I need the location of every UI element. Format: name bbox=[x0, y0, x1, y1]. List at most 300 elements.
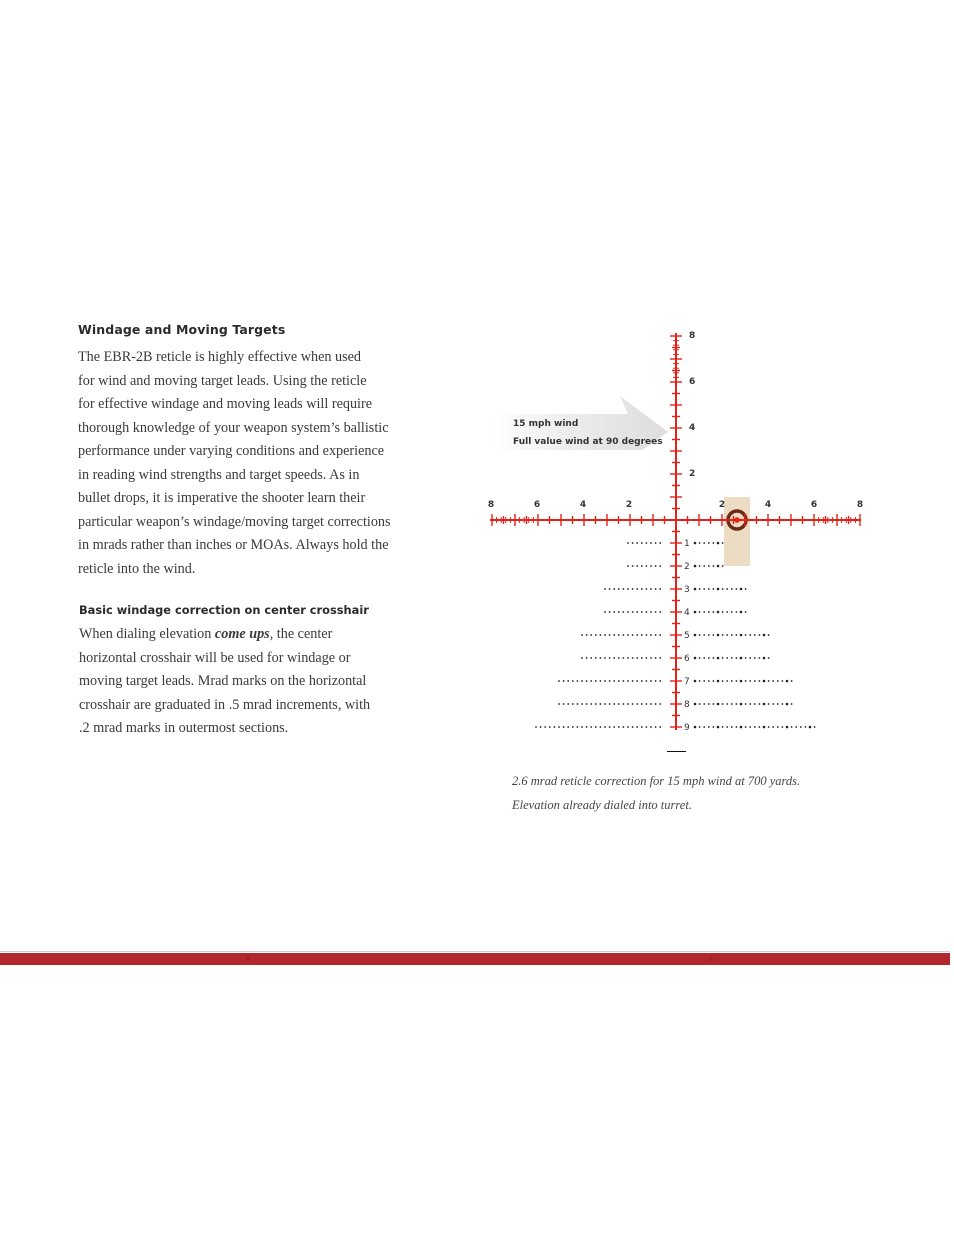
holdover-dot bbox=[572, 680, 574, 682]
holdover-dot bbox=[703, 588, 705, 590]
holdover-dot bbox=[641, 611, 643, 613]
holdover-dot bbox=[736, 657, 738, 659]
wind-title: 15 mph wind bbox=[513, 419, 579, 429]
text-column bbox=[78, 322, 418, 741]
holdover-dot bbox=[549, 726, 551, 728]
holdover-dot bbox=[636, 634, 638, 636]
holdover-dot bbox=[650, 634, 652, 636]
holdover-dot bbox=[713, 611, 715, 613]
holdover-dot bbox=[613, 634, 615, 636]
intro-paragraph bbox=[78, 346, 418, 581]
holdover-dot bbox=[627, 542, 629, 544]
holdover-dot bbox=[713, 726, 715, 728]
holdover-dot bbox=[586, 680, 588, 682]
holdover-dot bbox=[814, 726, 816, 728]
holdover-dot bbox=[600, 703, 602, 705]
holdover-dot bbox=[590, 634, 592, 636]
holdover-dot bbox=[618, 726, 620, 728]
holdover-dot bbox=[646, 657, 648, 659]
holdover-dot bbox=[636, 680, 638, 682]
holdover-dot bbox=[699, 657, 701, 659]
holdover-dot bbox=[699, 634, 701, 636]
holdover-dot bbox=[567, 726, 569, 728]
subsection-heading: Basic windage correction on center crosshair bbox=[79, 603, 369, 617]
holdover-dot bbox=[572, 726, 574, 728]
text-line: reticle into the wind. bbox=[78, 560, 196, 577]
holdover-dot bbox=[650, 657, 652, 659]
text-line: performance under varying conditions and experience bbox=[78, 443, 385, 459]
holdover-dot bbox=[558, 703, 560, 705]
holdover-dot bbox=[768, 680, 770, 682]
holdover-dot bbox=[586, 703, 588, 705]
holdover-dot bbox=[544, 726, 546, 728]
holdover-dot bbox=[581, 634, 583, 636]
holdover-dot bbox=[659, 565, 661, 567]
holdover-dot bbox=[581, 657, 583, 659]
text-line: .2 mrad marks in outermost sections. bbox=[79, 720, 289, 736]
holdover-dot bbox=[613, 611, 615, 613]
tree-label-7: 7 bbox=[684, 677, 690, 687]
holdover-dot bbox=[659, 726, 661, 728]
holdover-dot bbox=[717, 542, 720, 545]
holdover-dot bbox=[703, 703, 705, 705]
holdover-dot bbox=[604, 680, 606, 682]
holdover-dot bbox=[731, 657, 733, 659]
holdover-dot bbox=[636, 542, 638, 544]
holdover-dot bbox=[726, 588, 728, 590]
horizontal-label-right-2: 2 bbox=[718, 500, 726, 510]
holdover-dot bbox=[618, 657, 620, 659]
holdover-dot bbox=[740, 703, 743, 706]
holdover-dot bbox=[618, 611, 620, 613]
holdover-dot bbox=[627, 657, 629, 659]
holdover-dot bbox=[754, 726, 756, 728]
holdover-dot bbox=[641, 726, 643, 728]
holdover-dot bbox=[713, 565, 715, 567]
holdover-dot bbox=[613, 726, 615, 728]
holdover-dot bbox=[749, 657, 751, 659]
wind-subtitle: Full value wind at 90 degrees bbox=[513, 437, 663, 447]
holdover-dot bbox=[722, 634, 724, 636]
holdover-dot bbox=[722, 680, 724, 682]
holdover-dot bbox=[563, 703, 565, 705]
holdover-dot bbox=[731, 680, 733, 682]
holdover-dot bbox=[563, 680, 565, 682]
holdover-dot bbox=[590, 657, 592, 659]
holdover-dot bbox=[694, 542, 697, 545]
text-line: for effective windage and moving leads will require bbox=[78, 396, 373, 412]
holdover-dot bbox=[609, 657, 611, 659]
holdover-dot bbox=[641, 542, 643, 544]
holdover-dot bbox=[713, 588, 715, 590]
holdover-dot bbox=[736, 634, 738, 636]
holdover-dot bbox=[795, 726, 797, 728]
holdover-dot bbox=[577, 726, 579, 728]
holdover-dot bbox=[703, 680, 705, 682]
holdover-dot bbox=[731, 634, 733, 636]
holdover-dot bbox=[763, 657, 766, 660]
holdover-dot bbox=[632, 726, 634, 728]
holdover-dot bbox=[745, 634, 747, 636]
holdover-dot bbox=[540, 726, 542, 728]
tree-label-1: 1 bbox=[684, 539, 690, 549]
holdover-dot bbox=[632, 588, 634, 590]
holdover-dot bbox=[655, 703, 657, 705]
holdover-dot bbox=[636, 611, 638, 613]
holdover-dot bbox=[694, 634, 697, 637]
holdover-dot bbox=[586, 634, 588, 636]
holdover-dot bbox=[600, 634, 602, 636]
holdover-dot bbox=[722, 726, 724, 728]
holdover-dot bbox=[655, 565, 657, 567]
holdover-dot bbox=[659, 634, 661, 636]
holdover-dot bbox=[694, 726, 697, 729]
holdover-dot bbox=[759, 634, 761, 636]
holdover-dot bbox=[646, 680, 648, 682]
holdover-dot bbox=[717, 588, 720, 591]
holdover-dot bbox=[623, 588, 625, 590]
footer-marker-left bbox=[246, 957, 250, 961]
text-line: bullet drops, it is imperative the shooter learn their bbox=[78, 490, 366, 506]
holdover-dot bbox=[708, 542, 710, 544]
holdover-dot bbox=[613, 657, 615, 659]
holdover-dot bbox=[632, 703, 634, 705]
holdover-dot bbox=[636, 588, 638, 590]
holdover-dot bbox=[722, 703, 724, 705]
holdover-dot bbox=[708, 565, 710, 567]
holdover-dot bbox=[717, 565, 720, 568]
holdover-dot bbox=[646, 565, 648, 567]
holdover-dot bbox=[618, 680, 620, 682]
holdover-dot bbox=[659, 680, 661, 682]
holdover-dot bbox=[699, 726, 701, 728]
text-line: The EBR-2B reticle is highly effective when used bbox=[78, 349, 362, 365]
holdover-dot bbox=[581, 726, 583, 728]
holdover-dot bbox=[632, 542, 634, 544]
holdover-dot bbox=[623, 703, 625, 705]
holdover-dot bbox=[609, 680, 611, 682]
holdover-dot bbox=[641, 703, 643, 705]
holdover-dot bbox=[740, 634, 743, 637]
holdover-dot bbox=[600, 680, 602, 682]
holdover-dot bbox=[694, 588, 697, 591]
holdover-dot bbox=[703, 726, 705, 728]
holdover-dot bbox=[786, 726, 789, 729]
holdover-dot bbox=[699, 565, 701, 567]
holdover-dot bbox=[722, 588, 724, 590]
holdover-dot bbox=[745, 703, 747, 705]
tree-label-8: 8 bbox=[684, 700, 690, 710]
holdover-dot bbox=[722, 657, 724, 659]
holdover-dot bbox=[694, 680, 697, 683]
holdover-dot bbox=[623, 611, 625, 613]
holdover-dot bbox=[609, 726, 611, 728]
holdover-dot bbox=[595, 657, 597, 659]
holdover-dot bbox=[563, 726, 565, 728]
text-line: for wind and moving target leads. Using the reticle bbox=[78, 372, 367, 389]
holdover-dot bbox=[786, 703, 789, 706]
holdover-dot bbox=[595, 726, 597, 728]
holdover-dot bbox=[800, 726, 802, 728]
holdover-dot bbox=[650, 565, 652, 567]
holdover-dot bbox=[618, 588, 620, 590]
holdover-dot bbox=[740, 611, 743, 614]
holdover-dot bbox=[786, 680, 789, 683]
holdover-dot bbox=[713, 634, 715, 636]
holdover-dot bbox=[708, 611, 710, 613]
holdover-dot bbox=[740, 657, 743, 660]
footer-marker-right bbox=[709, 957, 713, 961]
holdover-dot bbox=[749, 703, 751, 705]
holdover-dot bbox=[699, 680, 701, 682]
text-run: , the center bbox=[269, 626, 333, 642]
holdover-dot bbox=[636, 657, 638, 659]
correction-highlight bbox=[724, 497, 750, 566]
holdover-dot bbox=[655, 588, 657, 590]
holdover-dot bbox=[659, 657, 661, 659]
holdover-dot bbox=[713, 657, 715, 659]
holdover-dot bbox=[655, 657, 657, 659]
holdover-dot bbox=[708, 634, 710, 636]
holdover-dot bbox=[632, 680, 634, 682]
holdover-dot bbox=[703, 542, 705, 544]
tree-label-9: 9 bbox=[684, 723, 690, 733]
holdover-dot bbox=[618, 703, 620, 705]
holdover-dot bbox=[650, 611, 652, 613]
caption-line: Elevation already dialed into turret. bbox=[512, 797, 692, 812]
holdover-dot bbox=[768, 726, 770, 728]
holdover-dot bbox=[722, 611, 724, 613]
holdover-dot bbox=[590, 680, 592, 682]
holdover-dot bbox=[717, 657, 720, 660]
holdover-dot bbox=[782, 703, 784, 705]
tree-label-5: 5 bbox=[684, 631, 690, 641]
tree-label-2: 2 bbox=[684, 562, 690, 572]
holdover-dot bbox=[655, 634, 657, 636]
holdover-dot bbox=[745, 611, 747, 613]
holdover-dot bbox=[731, 611, 733, 613]
holdover-dot bbox=[717, 703, 720, 706]
holdover-dot bbox=[717, 680, 720, 683]
holdover-dot bbox=[694, 611, 697, 614]
holdover-dot bbox=[659, 588, 661, 590]
holdover-dot bbox=[726, 611, 728, 613]
holdover-dot bbox=[609, 588, 611, 590]
holdover-dot bbox=[636, 565, 638, 567]
emphasis-come-ups: come ups bbox=[214, 626, 270, 642]
holdover-dot bbox=[558, 726, 560, 728]
holdover-dot bbox=[650, 703, 652, 705]
holdover-dot bbox=[782, 726, 784, 728]
holdover-dot bbox=[694, 703, 697, 706]
holdover-dot bbox=[646, 634, 648, 636]
holdover-dot bbox=[759, 703, 761, 705]
holdover-dot bbox=[604, 611, 606, 613]
holdover-dot bbox=[749, 726, 751, 728]
text-line: horizontal crosshair will be used for windage or bbox=[79, 649, 351, 666]
holdover-dot bbox=[613, 588, 615, 590]
holdover-dot bbox=[646, 703, 648, 705]
holdover-dot bbox=[777, 703, 779, 705]
holdover-dot bbox=[627, 565, 629, 567]
vertical-label-2: 2 bbox=[689, 469, 696, 479]
holdover-dot bbox=[577, 703, 579, 705]
tree-label-3: 3 bbox=[684, 585, 690, 595]
tree-label-4: 4 bbox=[684, 608, 690, 618]
holdover-dot bbox=[554, 726, 556, 728]
holdover-dot bbox=[636, 726, 638, 728]
holdover-dot bbox=[782, 680, 784, 682]
holdover-dot bbox=[659, 611, 661, 613]
holdover-dot bbox=[740, 726, 743, 729]
holdover-dot bbox=[740, 680, 743, 683]
text-line: crosshair are graduated in .5 mrad increments, with bbox=[79, 696, 371, 713]
horizontal-label-left-6: 6 bbox=[533, 500, 541, 510]
holdover-dot bbox=[655, 680, 657, 682]
holdover-dot bbox=[703, 634, 705, 636]
holdover-dot bbox=[650, 542, 652, 544]
holdover-dot bbox=[708, 657, 710, 659]
holdover-dot bbox=[772, 703, 774, 705]
holdover-dot bbox=[535, 726, 537, 728]
holdover-dot bbox=[627, 634, 629, 636]
holdover-dot bbox=[567, 680, 569, 682]
holdover-dot bbox=[659, 703, 661, 705]
holdover-dot bbox=[627, 680, 629, 682]
holdover-dot bbox=[763, 680, 766, 683]
holdover-dot bbox=[699, 542, 701, 544]
holdover-dot bbox=[805, 726, 807, 728]
holdover-dot bbox=[581, 703, 583, 705]
holdover-dot bbox=[726, 726, 728, 728]
holdover-dot bbox=[791, 703, 793, 705]
text-run: When dialing elevation bbox=[79, 626, 215, 642]
holdover-dot bbox=[641, 588, 643, 590]
holdover-dot bbox=[694, 657, 697, 660]
holdover-dot bbox=[708, 703, 710, 705]
holdover-dot bbox=[604, 726, 606, 728]
reticle-diagram bbox=[480, 322, 880, 752]
holdover-dot bbox=[759, 726, 761, 728]
holdover-dot bbox=[717, 726, 720, 729]
holdover-dot bbox=[708, 588, 710, 590]
horizontal-label-left-2: 2 bbox=[625, 500, 633, 510]
holdover-dot bbox=[609, 611, 611, 613]
holdover-dot bbox=[749, 680, 751, 682]
holdover-dot bbox=[623, 680, 625, 682]
holdover-dot bbox=[745, 680, 747, 682]
holdover-dot bbox=[759, 680, 761, 682]
holdover-dot bbox=[699, 588, 701, 590]
holdover-dot bbox=[703, 657, 705, 659]
holdover-dot bbox=[586, 726, 588, 728]
holdover-dot bbox=[754, 680, 756, 682]
text-line: in reading wind strengths and target speeds. As in bbox=[78, 466, 360, 483]
holdover-dot bbox=[768, 657, 770, 659]
holdover-dot bbox=[768, 703, 770, 705]
vertical-label-6: 6 bbox=[689, 377, 696, 387]
holdover-dot bbox=[726, 703, 728, 705]
holdover-dot bbox=[726, 634, 728, 636]
holdover-dot bbox=[577, 680, 579, 682]
holdover-dot bbox=[600, 657, 602, 659]
bottom-post bbox=[667, 751, 686, 752]
vertical-label-8: 8 bbox=[689, 331, 696, 341]
holdover-dot bbox=[726, 657, 728, 659]
holdover-dot bbox=[632, 634, 634, 636]
holdover-dot bbox=[736, 726, 738, 728]
holdover-dot bbox=[623, 634, 625, 636]
holdover-dot bbox=[809, 726, 812, 729]
holdover-dot bbox=[618, 634, 620, 636]
holdover-dot bbox=[595, 634, 597, 636]
holdover-dot bbox=[659, 542, 661, 544]
holdover-dot bbox=[754, 703, 756, 705]
holdover-dot bbox=[623, 726, 625, 728]
footer-rule bbox=[0, 951, 950, 952]
windage-paragraph bbox=[79, 623, 418, 741]
holdover-dot bbox=[768, 634, 770, 636]
holdover-dot bbox=[731, 588, 733, 590]
holdover-dot bbox=[604, 634, 606, 636]
holdover-dot bbox=[740, 588, 743, 591]
holdover-dot bbox=[722, 565, 724, 567]
horizontal-label-right-8: 8 bbox=[856, 500, 864, 510]
footer-band bbox=[0, 953, 950, 965]
tree-label-6: 6 bbox=[684, 654, 690, 664]
holdover-dot bbox=[763, 634, 766, 637]
holdover-dot bbox=[646, 542, 648, 544]
holdover-dot bbox=[632, 657, 634, 659]
holdover-dot bbox=[623, 657, 625, 659]
holdover-dot bbox=[650, 588, 652, 590]
holdover-dot bbox=[736, 611, 738, 613]
holdover-dot bbox=[791, 726, 793, 728]
holdover-dot bbox=[736, 680, 738, 682]
holdover-dot bbox=[717, 634, 720, 637]
holdover-dot bbox=[759, 657, 761, 659]
holdover-dot bbox=[636, 703, 638, 705]
holdover-dot bbox=[627, 703, 629, 705]
holdover-dot bbox=[763, 703, 766, 706]
figure-caption bbox=[512, 770, 872, 817]
holdover-dot bbox=[595, 703, 597, 705]
holdover-dot bbox=[646, 588, 648, 590]
holdover-dot bbox=[749, 634, 751, 636]
holdover-dot bbox=[646, 611, 648, 613]
holdover-dot bbox=[641, 634, 643, 636]
holdover-dot bbox=[708, 726, 710, 728]
horizontal-label-left-8: 8 bbox=[487, 500, 495, 510]
horizontal-label-right-4: 4 bbox=[764, 500, 772, 510]
holdover-dot bbox=[745, 588, 747, 590]
holdover-dot bbox=[703, 611, 705, 613]
holdover-dot bbox=[604, 657, 606, 659]
holdover-dot bbox=[736, 703, 738, 705]
holdover-dot bbox=[595, 680, 597, 682]
text-line bbox=[79, 623, 418, 647]
holdover-dot bbox=[632, 565, 634, 567]
caption-line: 2.6 mrad reticle correction for 15 mph wind at 700 yards. bbox=[512, 774, 801, 788]
holdover-dot bbox=[717, 611, 720, 614]
holdover-dot bbox=[627, 588, 629, 590]
holdover-dot bbox=[713, 542, 715, 544]
holdover-dot bbox=[763, 726, 766, 729]
holdover-dot bbox=[708, 680, 710, 682]
holdover-dot bbox=[586, 657, 588, 659]
holdover-dot bbox=[777, 726, 779, 728]
holdover-dot bbox=[590, 726, 592, 728]
